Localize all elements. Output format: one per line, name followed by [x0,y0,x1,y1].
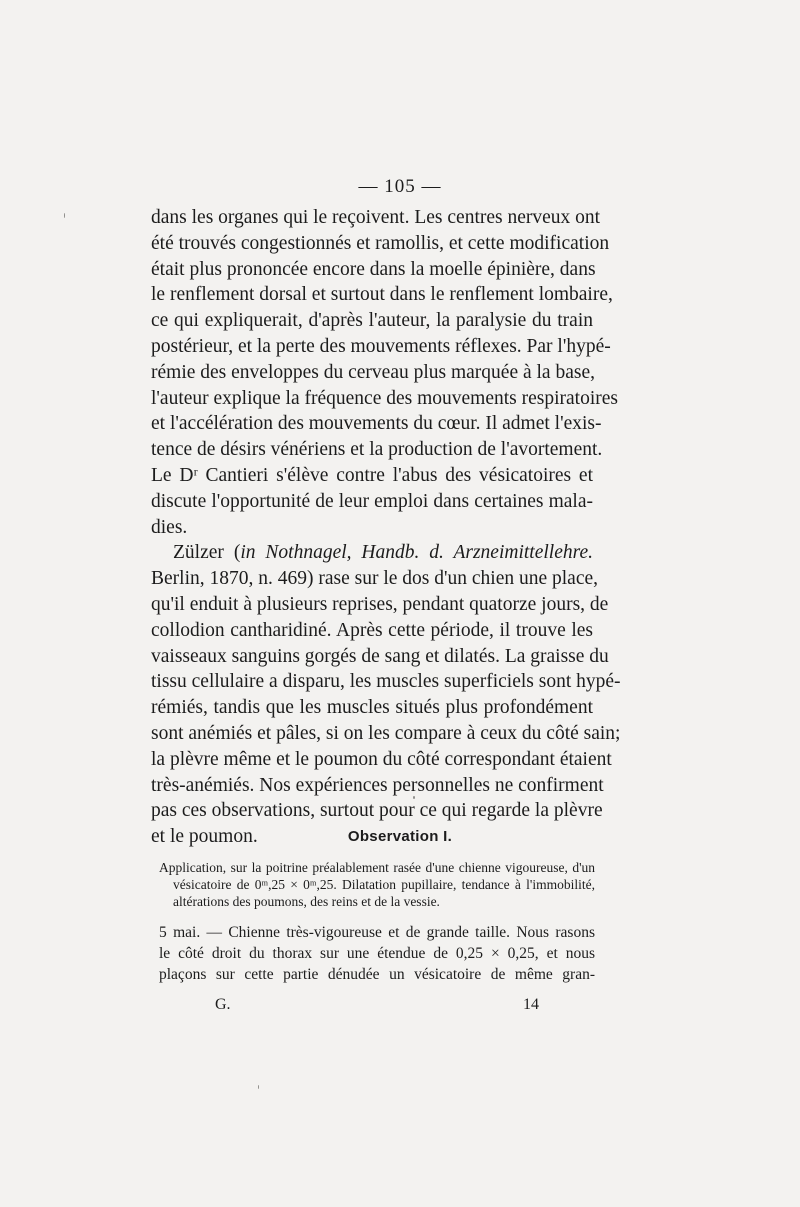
text-line: été trouvés congestionnés et ramollis, et cette modification [151,232,610,254]
text-line-first [151,540,593,566]
observation-summary [159,859,595,910]
text-line: et l'accélération des mouvements du cœur. Il admet l'exis- [151,413,602,435]
text-line: discute l'opportunité de leur emploi dans certaines mala- [151,490,593,512]
text-line: rémie des enveloppes du cerveau plus marquée à la base, [151,361,595,383]
summary-line: Application, sur la poitrine préalablement rasée d'une chienne vigoureuse, d'un [159,860,595,875]
text-line: dans les organes qui le reçoivent. Les centres nerveux ont [151,207,601,228]
text-line: pas ces observations, surtout pour ce qui regarde la plèvre [151,800,603,822]
observation-line: plaçons sur cette partie dénudée un vésicatoire de même gran- [159,966,595,983]
text-line: et le poumon. [151,826,258,848]
text-line: vaisseaux sanguins gorgés de sang et dilatés. La graisse du [151,645,609,667]
main-text [151,205,621,850]
summary-line: vésicatoire de 0ᵐ,25 × 0ᵐ,25. Dilatation pupillaire, tendance à l'immobilité, [173,877,595,892]
text-line: la plèvre même et le poumon du côté correspondant étaient [151,748,612,770]
paragraph-1 [151,205,619,540]
observation-line: le côté droit du thorax sur une étendue de 0,25 × 0,25, et nous [159,945,595,962]
summary-line: altérations des poumons, des reins et de la vessie. [173,894,440,909]
signature-mark: G. [215,996,231,1013]
text-line: tissu cellulaire a disparu, les muscles superficiels sont hypé- [151,671,621,693]
text-line: ce qui expliquerait, d'après l'auteur, la paralysie du train [151,310,593,332]
text-line: tence de désirs vénériens et la production de l'avortement. [151,439,603,461]
text-line: qu'il enduit à plusieurs reprises, pendant quatorze jours, de [151,593,609,615]
page-number: — 105 — [358,176,442,197]
observation-text [159,922,595,985]
observation-line: 5 mai. — Chienne très-vigoureuse et de grande taille. Nous rasons [159,924,595,941]
text-line: rémiés, tandis que les muscles situés plus profondément [151,697,593,719]
text-line: très-anémiés. Nos expériences personnelles ne confirment [151,774,604,796]
paren-open: ( [233,542,241,564]
paper-speck [258,1085,259,1089]
paper-speck [64,213,65,218]
citation-italic: in Nothnagel, Handb. d. Arzneimittellehre. [240,542,594,564]
text-line: dies. [151,516,188,538]
text-line: Le Dʳ Cantieri s'élève contre l'abus des vésicatoires et [151,464,593,486]
text-line: l'auteur explique la fréquence des mouvements respiratoires [151,387,619,409]
paragraph-2 [151,540,621,850]
folio-number: 14 [523,996,539,1013]
text-line: Berlin, 1870, n. 469) rase sur le dos d'un chien une place, [151,568,599,590]
text-line: sont anémiés et pâles, si on les compare à ceux du côté sain; [151,722,621,744]
text-line: le renflement dorsal et surtout dans le renflement lombaire, [151,284,613,306]
text-line: collodion cantharidiné. Après cette période, il trouve les [151,619,593,641]
paper-speck [413,796,415,799]
section-title: Observation I. [347,828,453,845]
author-name: Zülzer [173,542,224,564]
text-line: postérieur, et la perte des mouvements réflexes. Par l'hypé- [151,335,611,357]
text-line: était plus prononcée encore dans la moelle épinière, dans [151,258,596,280]
